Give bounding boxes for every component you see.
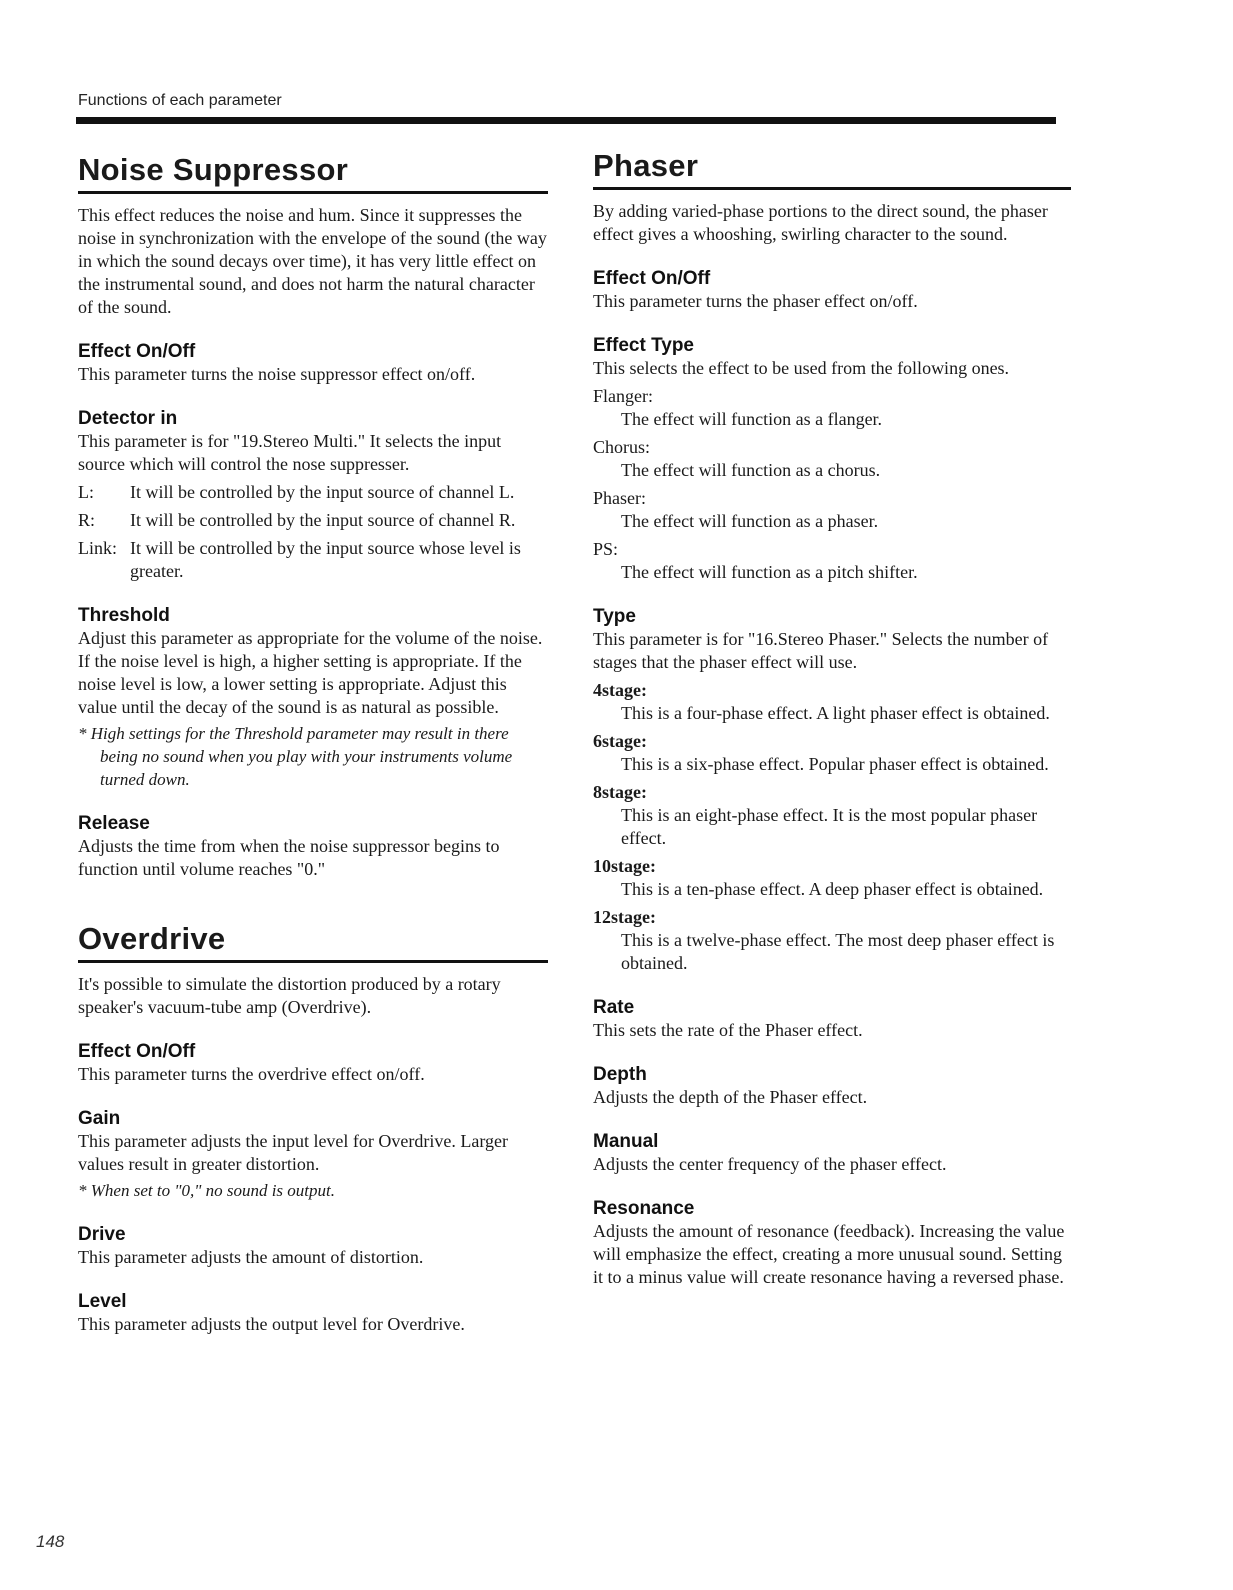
ph-depth: [593, 1064, 1071, 1109]
stage-option-label: 10stage:: [593, 856, 656, 876]
running-head: Functions of each parameter: [78, 92, 282, 109]
ph-effect-type: [593, 335, 1071, 584]
effect-type-option-label: Chorus:: [593, 437, 651, 457]
stage-option-desc: This is a six-phase effect. Popular phaser effect is obtained.: [621, 754, 1049, 774]
stage-option-label: 8stage:: [593, 782, 647, 802]
effect-type-option: [593, 436, 1071, 482]
stage-option-desc: This is a four-phase effect. A light phaser effect is obtained.: [621, 703, 1050, 723]
ph-manual-heading: Manual: [593, 1131, 659, 1152]
right-column: [593, 148, 1071, 1289]
stage-option-desc: This is a ten-phase effect. A deep phaser effect is obtained.: [621, 879, 1044, 899]
detector-option-desc: It will be controlled by the input source whose level is greater.: [130, 538, 521, 581]
ph-rate: [593, 997, 1071, 1042]
effect-type-option-desc: The effect will function as a pitch shifter.: [621, 562, 918, 582]
page-number: 148: [36, 1532, 65, 1551]
detector-option: [78, 481, 548, 504]
effect-type-option-label: PS:: [593, 539, 619, 559]
od-gain-note: * When set to "0," no sound is output.: [78, 1181, 335, 1200]
stage-option: [593, 730, 1071, 776]
ph-rate-heading: Rate: [593, 997, 635, 1018]
ph-depth-text: Adjusts the depth of the Phaser effect.: [593, 1087, 868, 1107]
ph-effect-onoff-heading: Effect On/Off: [593, 268, 711, 289]
ph-type-text: This parameter is for "16.Stereo Phaser." Selects the number of stages that the phaser effect will use.: [593, 629, 1049, 672]
ph-effect-type-text: This selects the effect to be used from the following ones.: [593, 358, 1010, 378]
stage-option: [593, 679, 1071, 725]
stage-option: [593, 855, 1071, 901]
noise-suppressor-section: [78, 152, 548, 881]
effect-type-option: [593, 487, 1071, 533]
ns-effect-onoff: [78, 341, 548, 386]
noise-suppressor-intro: This effect reduces the noise and hum. Since it suppresses the noise in synchronization with the envelope of the sound (the way in which the sound decays over time), it has very little effect on the instrumental sound, and does not harm the natural character of the sound.: [78, 205, 547, 317]
ph-depth-heading: Depth: [593, 1064, 647, 1085]
overdrive-intro: It's possible to simulate the distortion produced by a rotary speaker's vacuum-tube amp (Overdrive).: [78, 974, 501, 1017]
stage-option-desc: This is a twelve-phase effect. The most deep phaser effect is obtained.: [621, 930, 1055, 973]
ns-threshold-text: Adjust this parameter as appropriate for the volume of the noise. If the noise level is high, a higher setting is appropriate. If the noise level is low, a lower setting is appropriate. Adjust this value until the decay of the sound is as natural as possible.: [78, 628, 543, 717]
od-gain: [78, 1108, 548, 1202]
effect-type-option: [593, 385, 1071, 431]
effect-type-option: [593, 538, 1071, 584]
noise-suppressor-title: Noise Suppressor: [78, 152, 548, 194]
effect-type-option-desc: The effect will function as a flanger.: [621, 409, 883, 429]
detector-option-desc: It will be controlled by the input source of channel L.: [130, 482, 515, 502]
phaser-section: [593, 148, 1071, 1289]
ph-effect-onoff: [593, 268, 1071, 313]
stage-option-label: 6stage:: [593, 731, 647, 751]
od-gain-text: This parameter adjusts the input level for Overdrive. Larger values result in greater distortion.: [78, 1131, 509, 1174]
overdrive-title: Overdrive: [78, 921, 548, 963]
od-drive-text: This parameter adjusts the amount of distortion.: [78, 1247, 424, 1267]
od-effect-onoff-text: This parameter turns the overdrive effect on/off.: [78, 1064, 425, 1084]
ph-effect-onoff-text: This parameter turns the phaser effect on/off.: [593, 291, 918, 311]
ns-effect-onoff-heading: Effect On/Off: [78, 341, 196, 362]
stage-option: [593, 906, 1071, 975]
left-column: [78, 152, 548, 1336]
od-level-heading: Level: [78, 1291, 127, 1312]
ph-rate-text: This sets the rate of the Phaser effect.: [593, 1020, 863, 1040]
detector-option-desc: It will be controlled by the input source of channel R.: [130, 510, 516, 530]
detector-options: [78, 481, 548, 583]
stage-option: [593, 781, 1071, 850]
detector-option: [78, 509, 548, 532]
stage-option-desc: This is an eight-phase effect. It is the most popular phaser effect.: [621, 805, 1038, 848]
header-rule: [76, 117, 1056, 124]
ns-detector-in-heading: Detector in: [78, 408, 178, 429]
ph-manual: [593, 1131, 1071, 1176]
od-drive: [78, 1224, 548, 1269]
ns-release-heading: Release: [78, 813, 150, 834]
effect-type-option-desc: The effect will function as a chorus.: [621, 460, 881, 480]
ns-threshold: [78, 605, 548, 791]
od-gain-heading: Gain: [78, 1108, 121, 1129]
detector-option-key: L:: [78, 482, 94, 502]
detector-option: [78, 537, 548, 583]
ns-threshold-note: * High settings for the Threshold parameter may result in there being no sound when you play with your instruments volume turned down.: [78, 724, 513, 789]
ns-effect-onoff-text: This parameter turns the noise suppressor effect on/off.: [78, 364, 476, 384]
od-drive-heading: Drive: [78, 1224, 126, 1245]
ns-release-text: Adjusts the time from when the noise suppressor begins to function until volume reaches "0.": [78, 836, 500, 879]
ph-resonance: [593, 1198, 1071, 1289]
effect-type-option-label: Phaser:: [593, 488, 646, 508]
effect-type-option-desc: The effect will function as a phaser.: [621, 511, 879, 531]
effect-type-option-label: Flanger:: [593, 386, 653, 406]
ph-resonance-heading: Resonance: [593, 1198, 695, 1219]
od-effect-onoff: [78, 1041, 548, 1086]
stage-option-label: 12stage:: [593, 907, 656, 927]
ph-type: [593, 606, 1071, 975]
od-level-text: This parameter adjusts the output level for Overdrive.: [78, 1314, 465, 1334]
ph-type-heading: Type: [593, 606, 636, 627]
ph-resonance-text: Adjusts the amount of resonance (feedback). Increasing the value will emphasize the effect, creating a more unusual sound. Setting it to a minus value will create resonance having a reversed phase.: [593, 1221, 1065, 1287]
ns-detector-in-text: This parameter is for "19.Stereo Multi." It selects the input source which will control the nose suppresser.: [78, 431, 502, 474]
phaser-title: Phaser: [593, 148, 1071, 190]
ph-effect-type-heading: Effect Type: [593, 335, 695, 356]
ph-manual-text: Adjusts the center frequency of the phaser effect.: [593, 1154, 947, 1174]
ns-detector-in: [78, 408, 548, 583]
overdrive-section: [78, 921, 548, 1336]
od-level: [78, 1291, 548, 1336]
detector-option-key: R:: [78, 510, 96, 530]
detector-option-key: Link:: [78, 538, 117, 558]
ns-threshold-heading: Threshold: [78, 605, 170, 626]
ns-release: [78, 813, 548, 881]
stage-option-label: 4stage:: [593, 680, 647, 700]
phaser-intro: By adding varied-phase portions to the direct sound, the phaser effect gives a whooshing, swirling character to the sound.: [593, 201, 1048, 244]
od-effect-onoff-heading: Effect On/Off: [78, 1041, 196, 1062]
